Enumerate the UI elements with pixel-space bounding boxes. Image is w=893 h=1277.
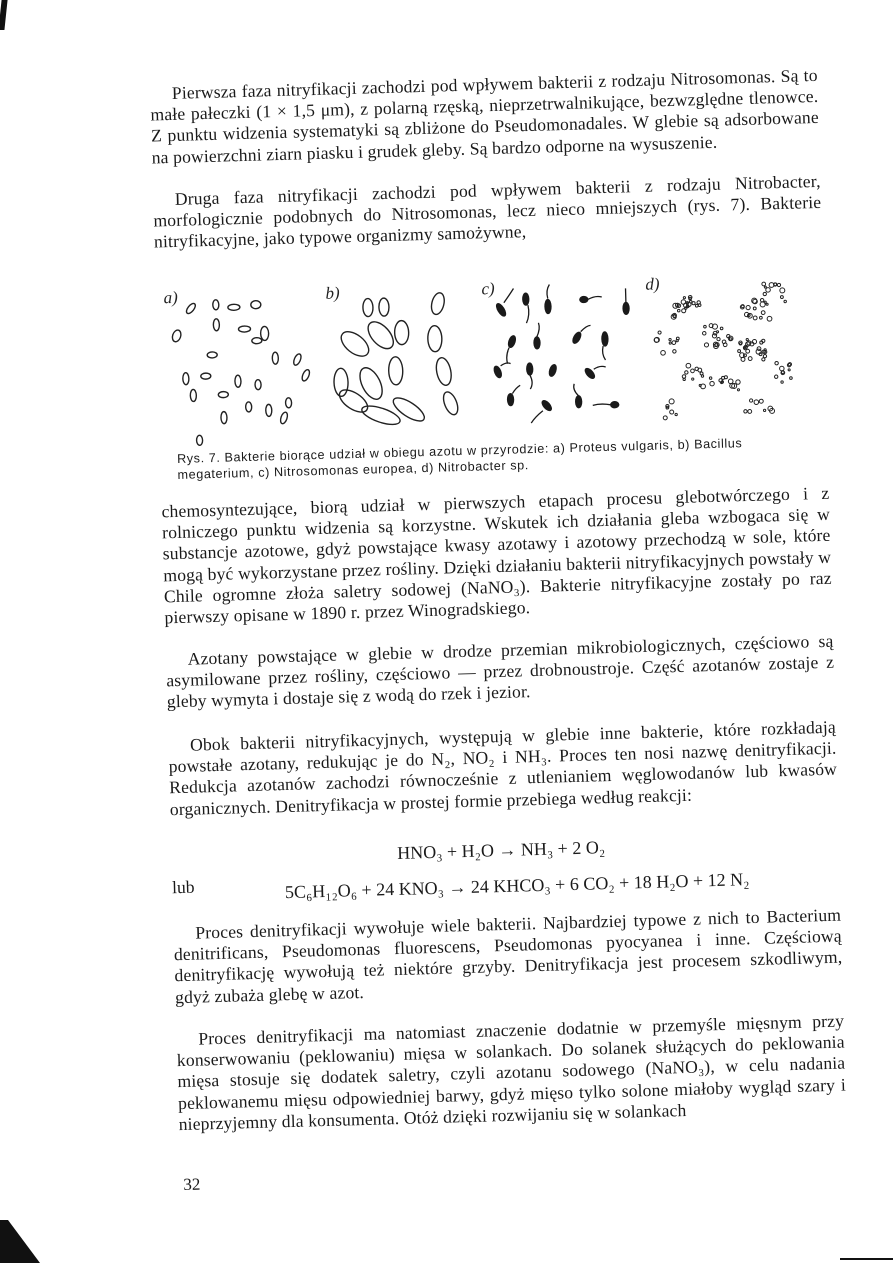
nitrobacter-cell	[777, 283, 780, 286]
panel-bacillus-drawing	[332, 291, 461, 430]
nitrobacter-cell	[774, 375, 777, 378]
nitrobacter-cell	[661, 350, 666, 355]
nitrobacter-cell	[746, 338, 748, 340]
nitrobacter-cell	[762, 339, 765, 342]
paragraph: Druga faza nitryfikacji zachodzi pod wpływem bakterii z rodzaju Nitrobacter, morfologicznie podobnych do Nitrosomonas, lecz nieco mniejszych (rys. 7). Bakterie nitryfikacyjne, jako typowe organizmy samożywne,	[153, 170, 822, 252]
nitrobacter-cell	[749, 399, 752, 402]
nitrobacter-cell	[763, 409, 765, 411]
paragraph: Proces denitryfikacji ma natomiast znaczenie dodatnie w przemyśle mięsnym przy konserwowaniu (peklowaniu) mięsa w solankach. Do solanek służących do peklowania mięsa stosuje się dodatek saletry, czyli azotanu sodowego (NaNO₃), w celu nadania peklowanemu mięsu odpowiedniej barwy, gdyż mięso tylko solone miałoby wygląd szary i nieprzyjemny dla konsumenta. Otóż dzięki rozwijaniu się w solankach	[176, 1010, 847, 1134]
nitrobacter-cell	[788, 369, 790, 371]
nitrobacter-cell	[722, 376, 725, 379]
paragraph: Pierwsza faza nitryfikacji zachodzi pod wpływem bakterii z rodzaju Nitrosomonas. Są to małe pałeczki (1 × 1,5 μm), z polarną rzęską, nieprzetrwalnikujące, bezwzględne tlenowce. Z punktu widzenia systematyki są zbliżone do Pseudomonadales. W glebie są adsorbowane na powierzchni ziarn piasku i grudek gleby. Są bardzo odporne na wysuszenie.	[150, 64, 820, 168]
nitrobacter-cell	[677, 309, 680, 312]
nitrobacter-cell	[748, 409, 752, 413]
nitrobacter-cell	[691, 369, 695, 373]
page-number: 32	[183, 1174, 201, 1195]
nitrobacter-cell	[736, 380, 740, 384]
nitrobacter-cell	[781, 381, 783, 383]
nitrobacter-cell	[729, 338, 732, 341]
nitrobacter-cell	[673, 315, 676, 318]
nitrobacter-cell	[738, 350, 741, 353]
paragraph: chemosyntezujące, biorą udział w pierwszych etapach procesu glebotwórczego i z rolniczego punktu widzenia są korzystne. Wskutek ich działania gleba wzbogaca się w substancje azotowe, gdyż powstające kwasy azotawy i azotowy przechodzą w sole, które mogą być wykorzystane przez rośliny. Dzięki działaniu bakterii nitryfikacyjnych powstały w Chile ogromne złoża saletry sodowej (NaNO₃). Bakterie nitryfikacyjne zostały po raz pierwszy opisane w 1890 r. przez Winogradskiego.	[161, 482, 832, 628]
nitrobacter-cell	[710, 381, 715, 386]
nitrobacter-cell	[717, 337, 720, 340]
nitrobacter-cell	[741, 357, 745, 361]
nitrobacter-cell	[699, 384, 701, 386]
nitrobacter-cell	[704, 343, 708, 347]
nitrobacter-cell	[746, 305, 750, 309]
panel-label: b)	[325, 283, 340, 303]
panel-label: d)	[645, 274, 660, 294]
nitrobacter-cell	[672, 341, 676, 345]
nitrobacter-cell	[759, 316, 762, 319]
nitrobacter-cell	[756, 349, 761, 354]
nitrobacter-cell	[669, 342, 671, 344]
nitrobacter-cell	[764, 301, 766, 303]
nitrobacter-cell	[695, 304, 698, 307]
reaction-formula-1: HNO₃ + H₂O → NH₃ + 2 O₂	[396, 837, 606, 863]
nitrobacter-cell	[675, 413, 677, 415]
nitrobacter-cell	[658, 331, 661, 334]
nitrobacter-cell	[766, 303, 768, 305]
nitrobacter-cell	[748, 357, 752, 361]
nitrobacter-cell	[704, 325, 707, 328]
figure-bacteria	[155, 263, 828, 454]
nitrobacter-cell	[712, 334, 716, 338]
panel-label: a)	[163, 287, 179, 308]
nitrobacter-cell	[790, 377, 793, 380]
panel-nitrosomonas-drawing	[491, 282, 633, 424]
nitrobacter-cell	[780, 296, 783, 299]
nitrobacter-cell	[784, 300, 787, 303]
nitrobacter-cell	[775, 361, 779, 365]
nitrobacter-cell	[762, 282, 766, 286]
figure-caption: Rys. 7. Bakterie biorące udział w obiegu azotu w przyrodzie: a) Proteus vulgaris, b) Bacillus megaterium, c) Nitrosomonas europea, d) Nitrobacter sp.	[176, 436, 743, 482]
nitrobacter-cell	[737, 389, 739, 391]
nitrobacter-cell	[685, 371, 688, 374]
panel-label: c)	[481, 279, 495, 299]
nitrobacter-cell	[759, 399, 763, 403]
paragraph: Proces denitryfikacji wywołuje wiele bakterii. Najbardziej typowe z nich to Bacterium denitrificans, Pseudomonas fluorescens, Pseudomonas pyocyanea i inne. Częściową denitryfikację wywołują też niektóre grzyby. Denitryfikacja jest procesem szkodliwym, gdyż zubaża glebę w azot.	[173, 904, 843, 1007]
nitrobacter-cell	[686, 363, 691, 368]
nitrobacter-cell	[788, 363, 791, 366]
nitrobacter-cell	[682, 375, 686, 379]
nitrobacter-cell	[763, 292, 766, 295]
nitrobacter-cell	[767, 316, 772, 321]
nitrobacter-cell	[753, 307, 756, 310]
nitrobacter-cell	[720, 327, 723, 330]
nitrobacter-cell	[669, 399, 674, 404]
nitrobacter-cell	[670, 410, 674, 414]
nitrobacter-cell	[682, 309, 686, 313]
nitrobacter-cell	[692, 378, 694, 380]
nitrobacter-cell	[702, 332, 706, 336]
nitrobacter-cell	[663, 416, 667, 420]
nitrobacter-cell	[766, 288, 771, 293]
nitrobacter-cell	[673, 350, 677, 354]
nitrobacter-cell	[683, 378, 685, 380]
nitrobacter-cell	[744, 345, 747, 348]
nitrobacter-cell	[700, 372, 703, 375]
paragraph: Obok bakterii nitryfikacyjnych, występują w glebie inne bakterie, które rozkładają powstałe azotany, redukując je do N₂, NO₂ i NH₃. Proces ten nosi nazwę denitryfikacji. Redukcja azotanów zachodzi równocześnie z utlenianiem węglowodanów lub kwasów organicznych. Denitryfikacja w prostej formie przebiega według reakcji:	[168, 716, 838, 819]
nitrobacter-cell	[697, 301, 700, 304]
nitrobacter-cell	[761, 311, 765, 315]
panel-nitrobacter-drawing	[653, 281, 794, 420]
nitrobacter-cell	[754, 400, 759, 405]
nitrobacter-cell	[716, 331, 718, 333]
nitrobacter-cell	[739, 343, 741, 345]
nitrobacter-cell	[780, 366, 785, 371]
nitrobacter-cell	[744, 410, 747, 413]
nitrobacter-cell	[692, 302, 695, 305]
nitrobacter-cell	[760, 298, 764, 302]
nitrobacter-cell	[753, 316, 757, 320]
paragraph: Azotany powstające w glebie w drodze przemian mikrobiologicznych, częściowo są asymilowane przez rośliny, częściowo — przez drobnoustroje. Część azotanów zostaje z gleby wymyta i dostaje się z wodą do rzek i jezior.	[166, 630, 835, 712]
nitrobacter-cell	[669, 338, 671, 340]
nitrobacter-cell	[746, 349, 750, 353]
nitrobacter-cell	[709, 377, 712, 380]
nitrobacter-cell	[759, 353, 762, 356]
formula-connector: lub	[171, 876, 195, 898]
panel-proteus-drawing	[170, 297, 313, 446]
nitrobacter-cell	[676, 337, 679, 340]
nitrobacter-cell	[764, 286, 766, 288]
nitrobacter-cell	[780, 288, 785, 293]
nitrobacter-cell	[763, 354, 766, 357]
nitrobacter-cell	[683, 297, 685, 299]
reaction-formula-2: 5C₆H₁₂O₆ + 24 KNO₃ → 24 KHCO₃ + 6 CO₂ + 18 H₂O + 12 N₂	[284, 869, 750, 903]
scan-edge-bottom-right	[840, 1258, 893, 1260]
